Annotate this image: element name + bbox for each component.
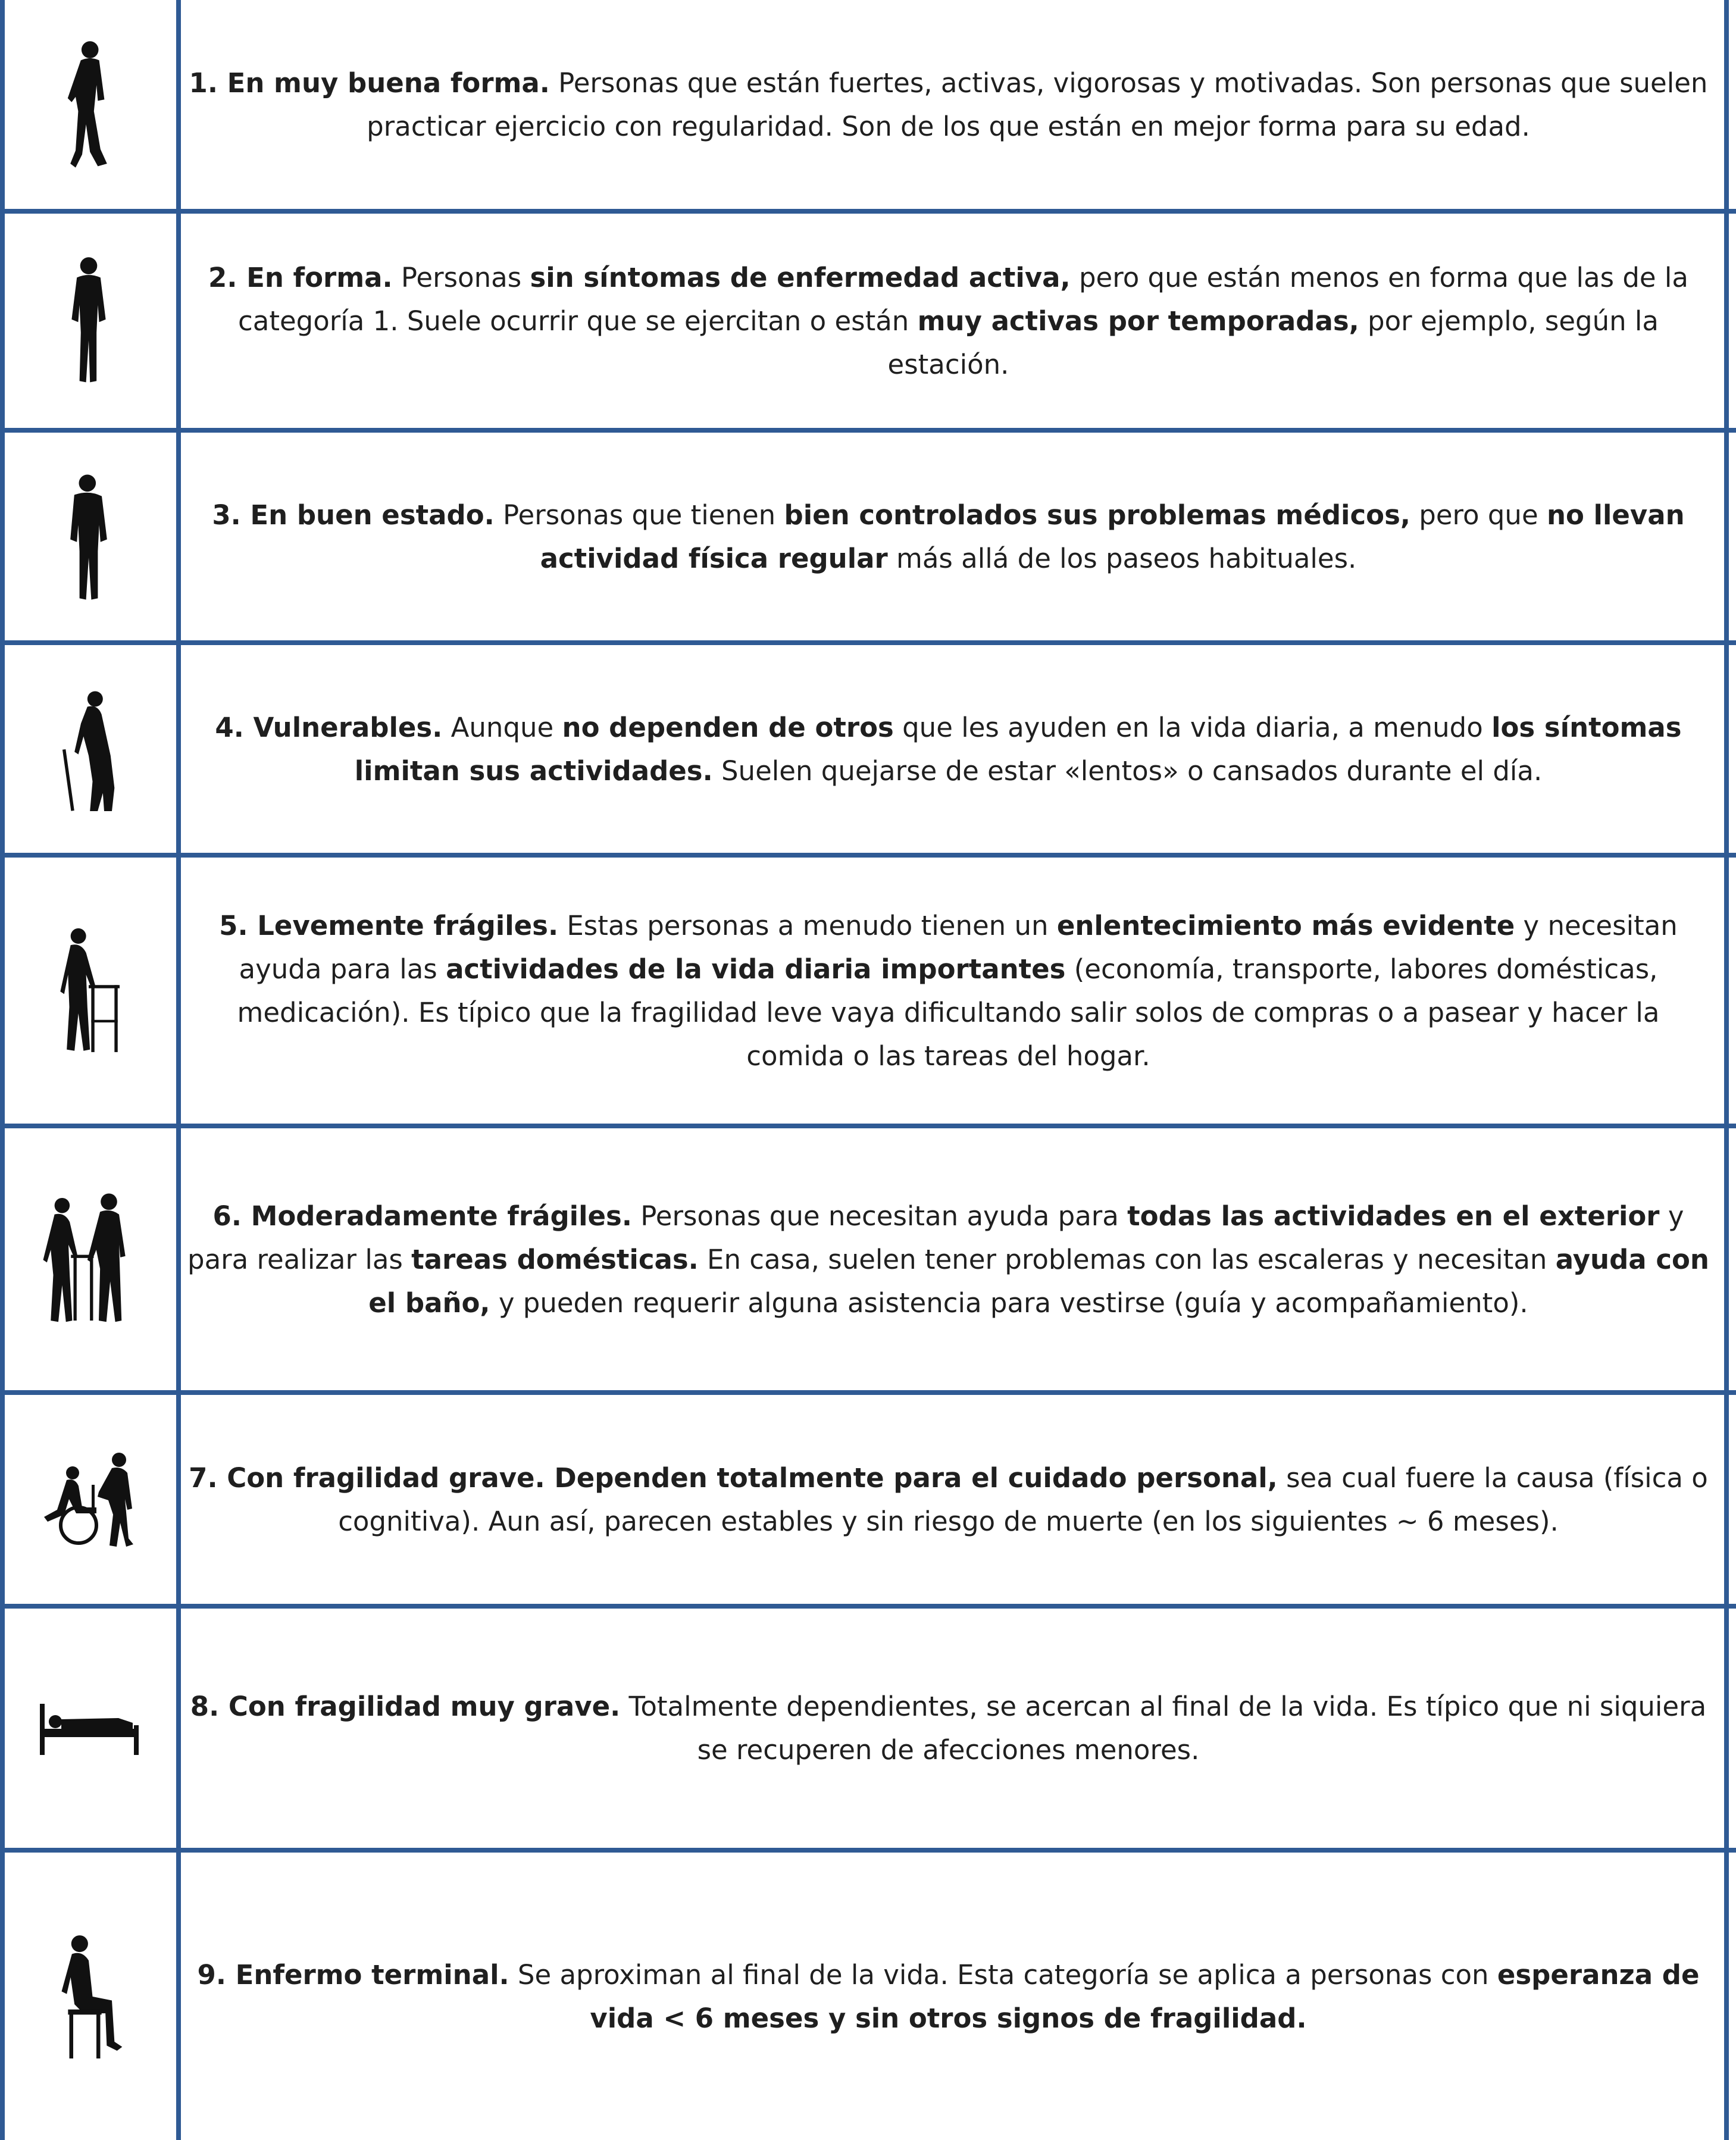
bold-text-segment: 1. En muy buena forma. (189, 67, 550, 99)
bold-text-segment: todas las actividades en el exterior (1127, 1200, 1660, 1232)
bold-text-segment: 6. Moderadamente frágiles. (212, 1200, 632, 1232)
row-divider (0, 209, 1736, 214)
text-segment: que les ayuden en la vida diaria, a menudo (893, 711, 1492, 743)
person-with-walker-icon (50, 922, 127, 1059)
category-description (186, 0, 1711, 209)
category-description (186, 1853, 1711, 2140)
category-row-9 (0, 1853, 1729, 2140)
text-segment: Personas (392, 261, 530, 293)
text-segment: Personas que tienen (494, 499, 784, 531)
row-divider (0, 1604, 1736, 1609)
bold-text-segment: 7. Con fragilidad grave. Dependen totalmente para el cuidado personal, (189, 1462, 1278, 1494)
icon-cell (0, 1395, 177, 1604)
category-description (186, 645, 1711, 853)
icon-cell (0, 433, 177, 640)
bold-text-segment: 5. Levemente frágiles. (219, 909, 559, 941)
person-with-cane-icon (50, 684, 127, 815)
bold-text-segment: muy activas por temporadas, (917, 305, 1359, 337)
text-segment: Suelen quejarse de estar «lentos» o cansados durante el día. (712, 755, 1543, 787)
row-divider (0, 1848, 1736, 1853)
category-row-3 (0, 433, 1729, 640)
category-description (186, 1128, 1711, 1390)
bold-text-segment: 4. Vulnerables. (215, 711, 443, 743)
man-stooped-icon (56, 471, 121, 602)
man-standing-icon (56, 255, 121, 386)
category-row-7 (0, 1395, 1729, 1604)
bold-text-segment: sin síntomas de enfermedad activa, (530, 261, 1071, 293)
bold-text-segment: enlentecimiento más evidente (1056, 909, 1515, 941)
row-divider (0, 428, 1736, 433)
bold-text-segment: no dependen de otros (562, 711, 894, 743)
text-segment: y necesitan ayuda para las (239, 909, 1678, 985)
category-description (186, 858, 1711, 1124)
row-divider (0, 1124, 1736, 1128)
category-row-2 (0, 214, 1729, 428)
text-segment: pero que están menos en forma que las de la categoría 1. Suele ocurrir que se ejercitan o están (238, 261, 1688, 337)
text-segment: más allá de los paseos habituales. (887, 542, 1357, 574)
man-walking-icon (56, 39, 121, 170)
icon-cell (0, 0, 177, 209)
person-in-bed-icon (35, 1695, 142, 1761)
text-segment: (economía, transporte, labores domésticas, medicación). Es típico que la fragilidad leve vaya dificultando salir solos de compras o a pasear y hacer la comida o las tareas del hogar. (237, 953, 1660, 1072)
category-row-6 (0, 1128, 1729, 1390)
wheelchair-with-helper-icon (32, 1449, 145, 1550)
person-with-walker-and-helper-icon (38, 1185, 139, 1334)
text-segment: En casa, suelen tener problemas con las escaleras y necesitan (698, 1243, 1556, 1275)
category-description (186, 214, 1711, 428)
icon-cell (0, 858, 177, 1124)
bold-text-segment: 2. En forma. (208, 261, 393, 293)
text-segment: Aunque (442, 711, 562, 743)
category-description (186, 1395, 1711, 1604)
bold-text-segment: no llevan actividad física regular (540, 499, 1685, 574)
text-segment: Personas que necesitan ayuda para (631, 1200, 1128, 1232)
icon-cell (0, 645, 177, 853)
bold-text-segment: actividades de la vida diaria importantes (446, 953, 1066, 985)
text-segment: y para realizar las (187, 1200, 1684, 1275)
person-seated-icon (50, 1931, 127, 2062)
category-row-4 (0, 645, 1729, 853)
category-row-1 (0, 0, 1729, 209)
text-segment: por ejemplo, según la estación. (887, 305, 1659, 380)
category-description (186, 433, 1711, 640)
bold-text-segment: ayuda con el baño, (368, 1243, 1709, 1319)
category-row-8 (0, 1609, 1729, 1848)
category-description (186, 1609, 1711, 1848)
icon-cell (0, 1609, 177, 1848)
bold-text-segment: 8. Con fragilidad muy grave. (190, 1691, 621, 1722)
bold-text-segment: bien controlados sus problemas médicos, (784, 499, 1410, 531)
bold-text-segment: los síntomas limitan sus actividades. (354, 711, 1682, 787)
bold-text-segment: 3. En buen estado. (212, 499, 495, 531)
text-segment: Totalmente dependientes, se acercan al final de la vida. Es típico que ni siquiera se recuperen de afecciones menores. (620, 1691, 1707, 1766)
text-segment: Se aproximan al final de la vida. Esta categoría se aplica a personas con (509, 1958, 1497, 1991)
text-segment: y pueden requerir alguna asistencia para vestirse (guía y acompañamiento). (490, 1287, 1528, 1319)
row-divider (0, 1390, 1736, 1395)
bold-text-segment: tareas domésticas. (411, 1243, 699, 1275)
bold-text-segment: esperanza de vida < 6 meses y sin otros signos de fragilidad. (590, 1958, 1700, 2034)
text-segment: Personas que están fuertes, activas, vigorosas y motivadas. Son personas que suelen practicar ejercicio con regularidad. Son de los que están en mejor forma para su edad. (367, 67, 1708, 142)
row-divider (0, 640, 1736, 645)
row-divider (0, 853, 1736, 858)
icon-cell (0, 1853, 177, 2140)
text-segment: Estas personas a menudo tienen un (558, 909, 1057, 941)
text-segment: sea cual fuere la causa (física o cognitiva). Aun así, parecen estables y sin riesgo de muerte (en los siguientes ~ 6 meses). (338, 1462, 1708, 1537)
icon-cell (0, 1128, 177, 1390)
text-segment: pero que (1410, 499, 1547, 531)
category-row-5 (0, 858, 1729, 1124)
icon-cell (0, 214, 177, 428)
bold-text-segment: 9. Enfermo terminal. (197, 1958, 509, 1991)
